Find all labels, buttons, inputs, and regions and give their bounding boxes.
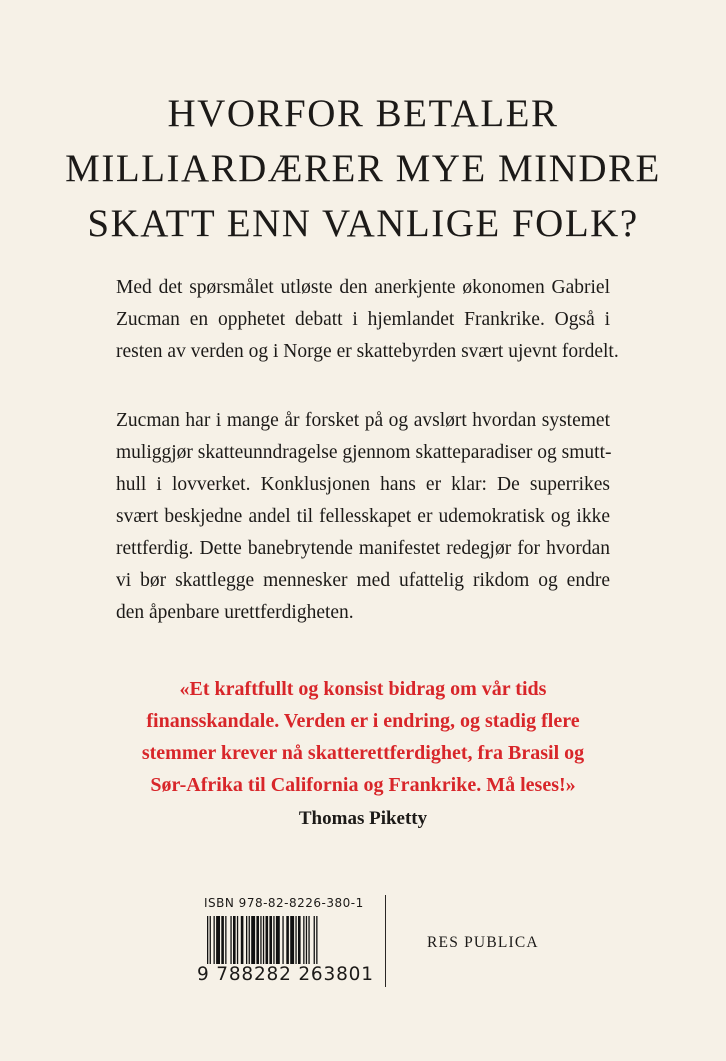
barcode-bar (246, 916, 247, 964)
barcode-bar (303, 916, 304, 964)
barcode-bar (286, 916, 289, 964)
blurb-paragraph-2 (116, 405, 610, 629)
quote-line: finansskandale. Verden er i endring, og stadig flere (146, 710, 580, 732)
quote-line: Sør-Afrika til California og Frankrike. Må leses!» (150, 774, 576, 796)
barcode-bar (298, 916, 301, 964)
headline-line: MILLIARDÆRER MYE MINDRE (65, 147, 661, 190)
review-quote (116, 673, 610, 801)
text-line: muliggjør skatteunndragelse gjennom skatteparadiser og smutt- (116, 442, 612, 463)
text-line: Zucman en opphetet debatt i hjemlandet Frankrike. Også i (116, 309, 610, 330)
isbn-label: ISBN 978-82-8226-380-1 (204, 896, 364, 910)
barcode-bar (221, 916, 224, 964)
quote-line: «Et kraftfullt og konsist bidrag om vår tids (179, 678, 547, 700)
barcode-bar (237, 916, 238, 964)
barcode-bar (249, 916, 250, 964)
publisher-name: RES PUBLICA (427, 934, 539, 951)
text-line: vi bør skattlegge mennesker med ufattelig rikdom og endre (116, 570, 610, 591)
text-line: Med det spørsmålet utløste den anerkjente økonomen Gabriel (116, 277, 610, 298)
barcode-bar (290, 916, 294, 964)
text-line: rettferdig. Dette banebrytende manifestet redegjør for hvordan (116, 538, 610, 559)
barcode-bar (214, 916, 215, 964)
barcode-bar (225, 916, 226, 964)
barcode-digits: 9 788282 263801 (197, 964, 374, 985)
barcode-bar (216, 916, 220, 964)
barcode-bar (282, 916, 283, 964)
text-line: den åpenbare urettferdigheten. (116, 602, 354, 623)
barcode-bar (256, 916, 259, 964)
barcode-bar (295, 916, 296, 964)
text-line: svært beskjedne andel til fellesskapet er udemokratisk og ikke (116, 506, 610, 527)
barcode-bar (306, 916, 307, 964)
headline-line: HVORFOR BETALER (167, 92, 559, 135)
barcode-bar (241, 916, 244, 964)
vertical-divider (385, 895, 386, 987)
barcode-bar (276, 916, 280, 964)
barcode-bar (308, 916, 309, 964)
barcode-bar (230, 916, 231, 964)
quote-attribution: Thomas Piketty (298, 808, 428, 829)
text-line: hull i lovverket. Konklusjonen hans er klar: De superrikes (116, 474, 610, 495)
headline (60, 86, 666, 251)
barcode-bar (269, 916, 272, 964)
barcode-bar (260, 916, 261, 964)
text-line: resten av verden og i Norge er skattebyrden svært ujevnt fordelt. (116, 341, 619, 362)
text-line: Zucman har i mange år forsket på og avslørt hvordan systemet (116, 410, 610, 431)
blurb-paragraph-1 (116, 272, 619, 368)
barcode-bar (233, 916, 236, 964)
headline-line: SKATT ENN VANLIGE FOLK? (87, 202, 639, 245)
barcode-bar (251, 916, 255, 964)
quote-line: stemmer krever nå skatterettferdighet, fra Brasil og (141, 742, 585, 764)
barcode-bar (273, 916, 274, 964)
